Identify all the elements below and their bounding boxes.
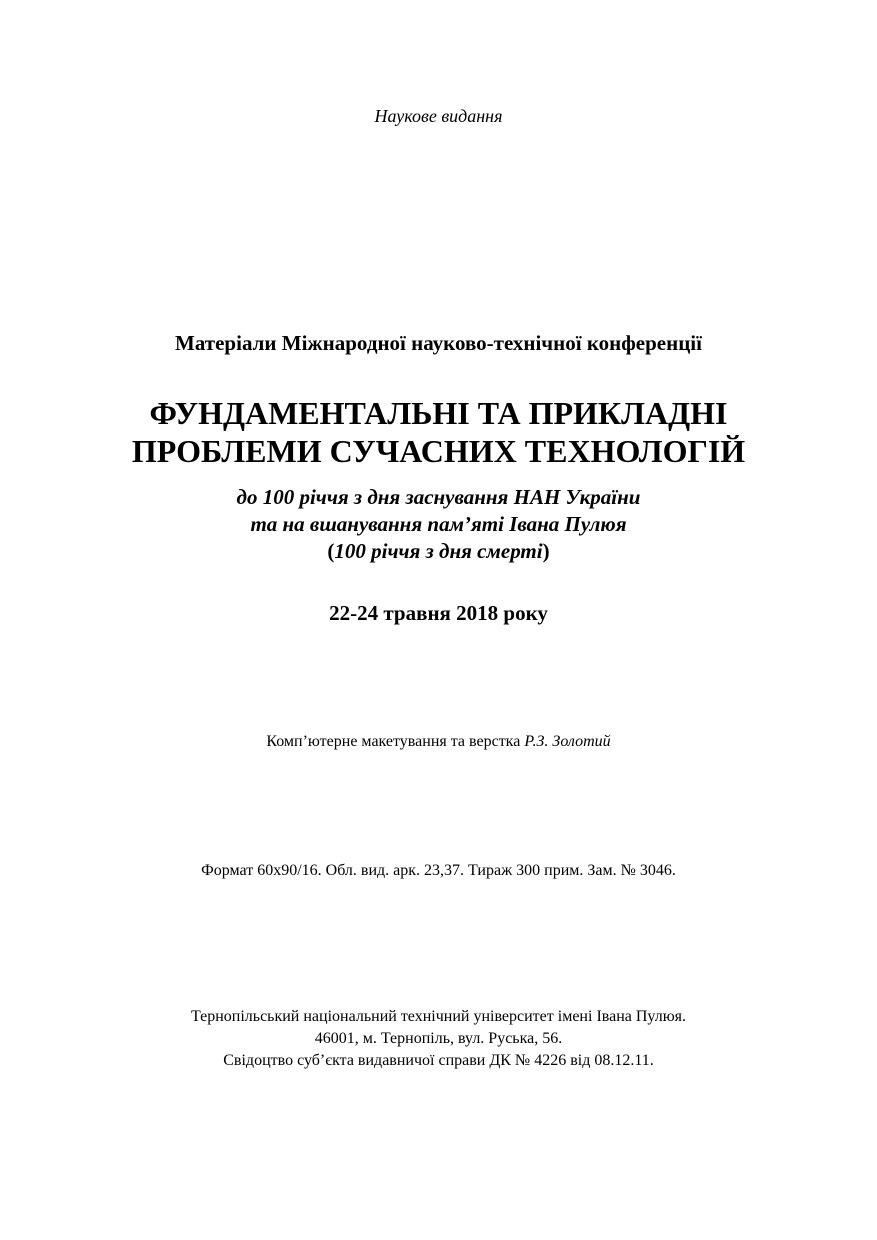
conference-title bbox=[0, 394, 877, 470]
dedication-line-3-text: 100 річчя з дня смерті bbox=[334, 539, 543, 563]
publisher-line-1: Тернопільський національний технічний університет імені Івана Пулюя. bbox=[190, 1008, 687, 1025]
layout-credit-label: Комп’ютерне макетування та верстка bbox=[266, 733, 521, 750]
dedication-line-2: та на вшанування пам’яті Івана Пулюя bbox=[250, 512, 627, 536]
dedication-open-paren: ( bbox=[327, 539, 335, 563]
format-info: Формат 60х90/16. Обл. вид. арк. 23,37. Тираж 300 прим. Зам. № 3046. bbox=[201, 862, 676, 879]
dedication-line-3 bbox=[0, 538, 877, 565]
edition-type: Наукове видання bbox=[374, 106, 503, 126]
publisher-line-2: 46001, м. Тернопіль, вул. Руська, 56. bbox=[314, 1030, 563, 1047]
publisher-line-3: Свідоцтво суб’єкта видавничої справи ДК № 4226 від 08.12.11. bbox=[223, 1052, 654, 1069]
dedication-close-paren: ) bbox=[542, 539, 550, 563]
publisher-info bbox=[0, 1006, 877, 1072]
conference-dates: 22-24 травня 2018 року bbox=[329, 601, 548, 625]
dedication bbox=[0, 484, 877, 565]
layout-credit-person: Р.З. Золотий bbox=[524, 733, 611, 750]
dedication-line-1: до 100 річчя з дня заснування НАН України bbox=[236, 485, 641, 509]
layout-credit bbox=[0, 733, 877, 751]
conference-materials-label: Матеріали Міжнародної науково-технічної конференції bbox=[175, 331, 702, 355]
conference-title-line-1: ФУНДАМЕНТАЛЬНІ ТА ПРИКЛАДНІ bbox=[149, 395, 728, 431]
conference-title-line-2: ПРОБЛЕМИ СУЧАСНИХ ТЕХНОЛОГІЙ bbox=[131, 433, 746, 469]
